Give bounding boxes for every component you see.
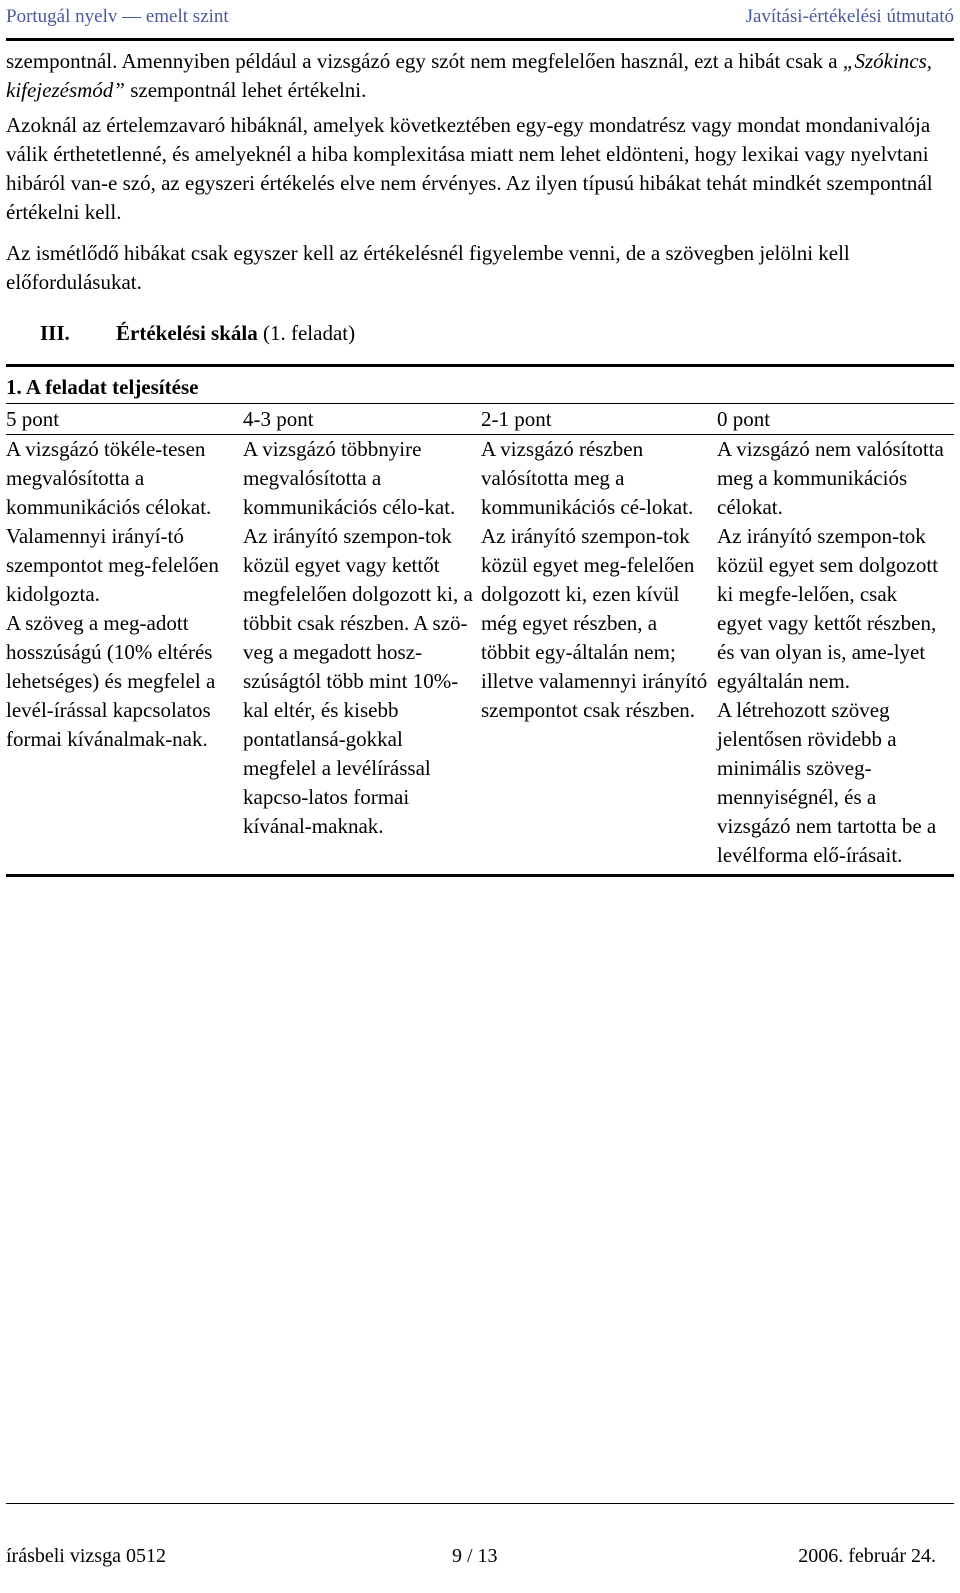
cell-text: A vizsgázó részben valósította meg a kommunikációs cé-lokat.	[481, 437, 694, 519]
header-2-1-pont: 2-1 pont	[481, 404, 717, 435]
scoring-table	[6, 403, 954, 877]
header-5-pont: 5 pont	[6, 404, 243, 435]
cell-text: A vizsgázó tökéle-tesen megvalósította a kommunikációs célokat.	[6, 437, 212, 519]
header-left-title: Portugál nyelv — emelt szint	[6, 6, 229, 27]
paragraph-1	[6, 47, 954, 105]
cell-text: A vizsgázó nem valósította meg a kommunikációs célokat.	[717, 437, 944, 519]
section-title-rest: (1. feladat)	[257, 321, 356, 345]
header-0-pont: 0 pont	[717, 404, 954, 435]
cell-text: Az irányító szempon-tok közül egyet vagy kettőt megfelelően dolgozott ki, a többit csak részben. A szö-veg a megadott hosz-szúságtól több mint 10%-kal eltér, és kisebb pontatlansá-gokkal megfelel a levélírással kapcso-latos formai kívánal-maknak.	[243, 524, 473, 838]
page-content	[6, 47, 954, 877]
footer-date: 2006. február 24.	[798, 1545, 936, 1567]
paragraph-2: Azoknál az értelemzavaró hibáknál, amelyek következtében egy-egy mondatrész vagy mondat mondanivalója válik érthetetlenné, és amelyeknél a hiba komplexitása miatt nem lehet eldönteni, hogy lexikai vagy nyelvtani hibáról van-e szó, az egyszeri értékelés elve nem érvényes. Az ilyen típusú hibákat tehát mindkét szempontnál értékelni kell.	[6, 113, 933, 224]
cell-text: Valamennyi irányí-tó szempontot meg-felelően kidolgozta.	[6, 524, 219, 606]
cell-text: A szöveg a meg-adott hosszúságú (10% eltérés lehetséges) és megfelel a levél-írással kapcsolatos formai kívánalmak-nak.	[6, 611, 216, 751]
cell-2-1-pont	[481, 435, 717, 876]
section-heading	[6, 319, 954, 352]
subsection-number: 1.	[6, 375, 22, 399]
paragraph-1-text-a: szempontnál. Amennyiben például a vizsgázó egy szót nem megfelelően használ, ezt a hibát csak a	[6, 49, 843, 73]
cell-0-pont	[717, 435, 954, 876]
section-title	[116, 319, 355, 348]
section-number: III.	[40, 321, 70, 345]
cell-5-pont	[6, 435, 243, 876]
cell-text: A létrehozott szöveg jelentősen rövidebb a minimális szöveg-mennyiségnél, és a vizsgázó nem tartotta be a levélforma elő-írásait.	[717, 698, 937, 867]
cell-text: Az irányító szempon-tok közül egyet meg-felelően dolgozott ki, ezen kívül még egyet részben, a többit egy-általán nem; illetve valamennyi irányító szempontot csak részben.	[481, 524, 708, 722]
subsection-heading	[6, 364, 954, 403]
paragraph-1-text-b: szempontnál lehet értékelni.	[124, 78, 367, 102]
page-footer	[6, 1503, 954, 1567]
paragraph-3: Az ismétlődő hibákat csak egyszer kell az értékelésnél figyelembe venni, de a szövegben jelölni kell előfordulásukat.	[6, 241, 850, 294]
cell-text: A vizsgázó többnyire megvalósította a kommunikációs célo-kat.	[243, 437, 456, 519]
section-title-bold: Értékelési skála	[116, 321, 258, 345]
table-row	[6, 435, 954, 876]
header-4-3-pont: 4-3 pont	[243, 404, 481, 435]
table-header-row	[6, 404, 954, 435]
paragraph-1-italic: „Szókincs, kifejezésmód”	[6, 49, 933, 102]
cell-text: Az irányító szempon-tok közül egyet sem dolgozott ki megfe-lelően, csak egyet vagy kettőt részben, és van olyan is, ame-lyet egyáltalán nem.	[717, 524, 939, 693]
footer-exam-code: írásbeli vizsga 0512	[6, 1545, 166, 1567]
footer-page-number: 9 / 13	[452, 1545, 498, 1567]
header-right-title: Javítási-értékelési útmutató	[745, 6, 954, 27]
page-header	[6, 0, 954, 41]
subsection-title: A feladat teljesítése	[21, 375, 199, 399]
cell-4-3-pont	[243, 435, 481, 876]
